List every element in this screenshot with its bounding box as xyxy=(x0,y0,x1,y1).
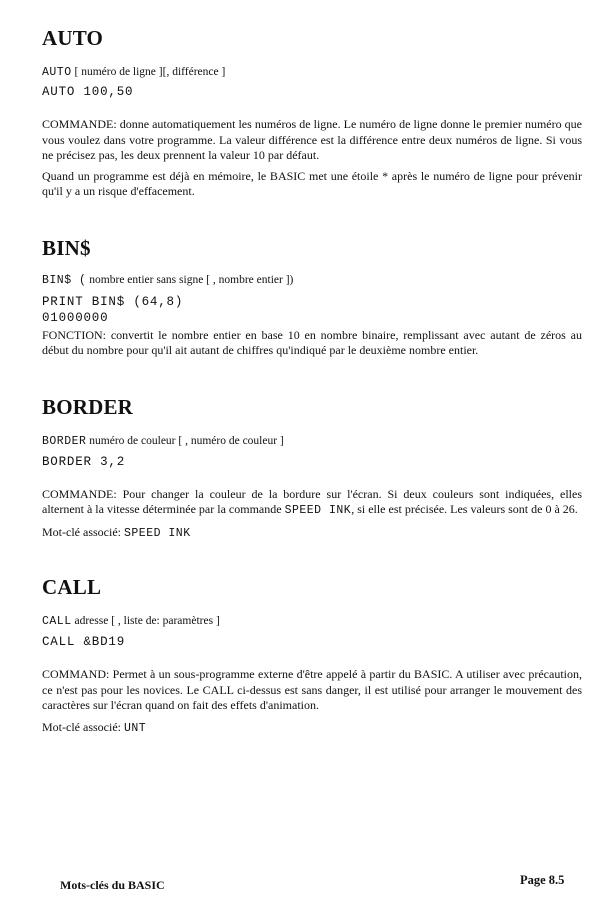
related-keyword-line xyxy=(42,720,582,737)
description-paragraph: COMMAND: Permet à un sous-programme externe d'être appelé à partir du BASIC. A utiliser avec précaution, ce n'est pas pour les novices. Le CALL ci-dessus est sans danger, il est utilisé pour arranger le mouvement des caractères sur l'écran quand on fait des effets d'animation. xyxy=(42,667,582,712)
related-label: Mot-clé associé: xyxy=(42,719,121,734)
example-output: 01000000 xyxy=(42,310,109,325)
syntax-keyword: CALL xyxy=(42,615,72,628)
description-keyword: SPEED INK xyxy=(284,504,352,517)
description-paragraph xyxy=(42,487,582,519)
syntax-keyword: BIN$ ( xyxy=(42,273,87,287)
section-call xyxy=(42,575,582,736)
example-code: PRINT BIN$ (64,8) xyxy=(42,294,184,309)
description-text-end: , si elle est précisée. Les valeurs sont de 0 à 26. xyxy=(351,502,578,516)
section-border xyxy=(42,395,582,542)
syntax-line xyxy=(42,272,582,289)
related-keyword-line xyxy=(42,525,582,542)
syntax-keyword: BORDER xyxy=(42,434,87,448)
description-paragraph: FONCTION: convertit le nombre entier en base 10 en nombre binaire, remplissant avec autant de zéros au début du nombre pour qu'il ait autant de chiffres qu'indiqué par le deuxième nombre entier. xyxy=(42,327,582,357)
keyword-title: CALL xyxy=(42,575,102,599)
section-auto xyxy=(42,26,582,200)
related-keyword: SPEED INK xyxy=(123,526,191,540)
example-code: AUTO 100,50 xyxy=(42,85,134,99)
manual-page xyxy=(42,22,582,736)
syntax-params: [ numéro de ligne ][, différence ] xyxy=(71,66,226,78)
related-keyword: UNT xyxy=(123,721,147,735)
syntax-params: nombre entier sans signe [ , nombre entier ]) xyxy=(86,273,294,286)
syntax-line xyxy=(42,613,582,630)
syntax-keyword: AUTO xyxy=(42,66,72,79)
syntax-line xyxy=(42,64,582,81)
keyword-title: BIN$ xyxy=(42,235,91,260)
description-paragraph: COMMANDE: donne automatiquement les numéros de ligne. Le numéro de ligne donne le premier numéro que vous voulez dans votre programme. La valeur différence est la différence entre deux numéros de ligne. Si vous ne précisez pas, les deux prennent la valeur 10 par défaut. xyxy=(42,117,582,162)
example-code: BORDER 3,2 xyxy=(42,454,126,469)
syntax-params: numéro de couleur [ , numéro de couleur ] xyxy=(86,434,284,447)
note-paragraph: Quand un programme est déjà en mémoire, le BASIC met une étoile * après le numéro de ligne pour prévenir qu'il y a un risque d'effacement. xyxy=(42,168,582,198)
section-bin xyxy=(42,236,582,359)
keyword-title: BORDER xyxy=(42,394,134,419)
keyword-title: AUTO xyxy=(42,26,104,50)
footer-page-number: Page 8.5 xyxy=(520,873,565,887)
syntax-params: adresse [ , liste de: paramètres ] xyxy=(71,615,220,627)
example-code: CALL &BD19 xyxy=(42,635,126,649)
syntax-line xyxy=(42,433,582,450)
description-text: COMMANDE: Pour changer la couleur de la bordure sur l'écran. Si deux couleurs sont indiquées, elles alternent à la vitesse déterminée par la commande xyxy=(42,486,582,516)
footer-chapter-title: Mots-clés du BASIC xyxy=(60,878,165,892)
related-label: Mot-clé associé: xyxy=(42,524,121,539)
